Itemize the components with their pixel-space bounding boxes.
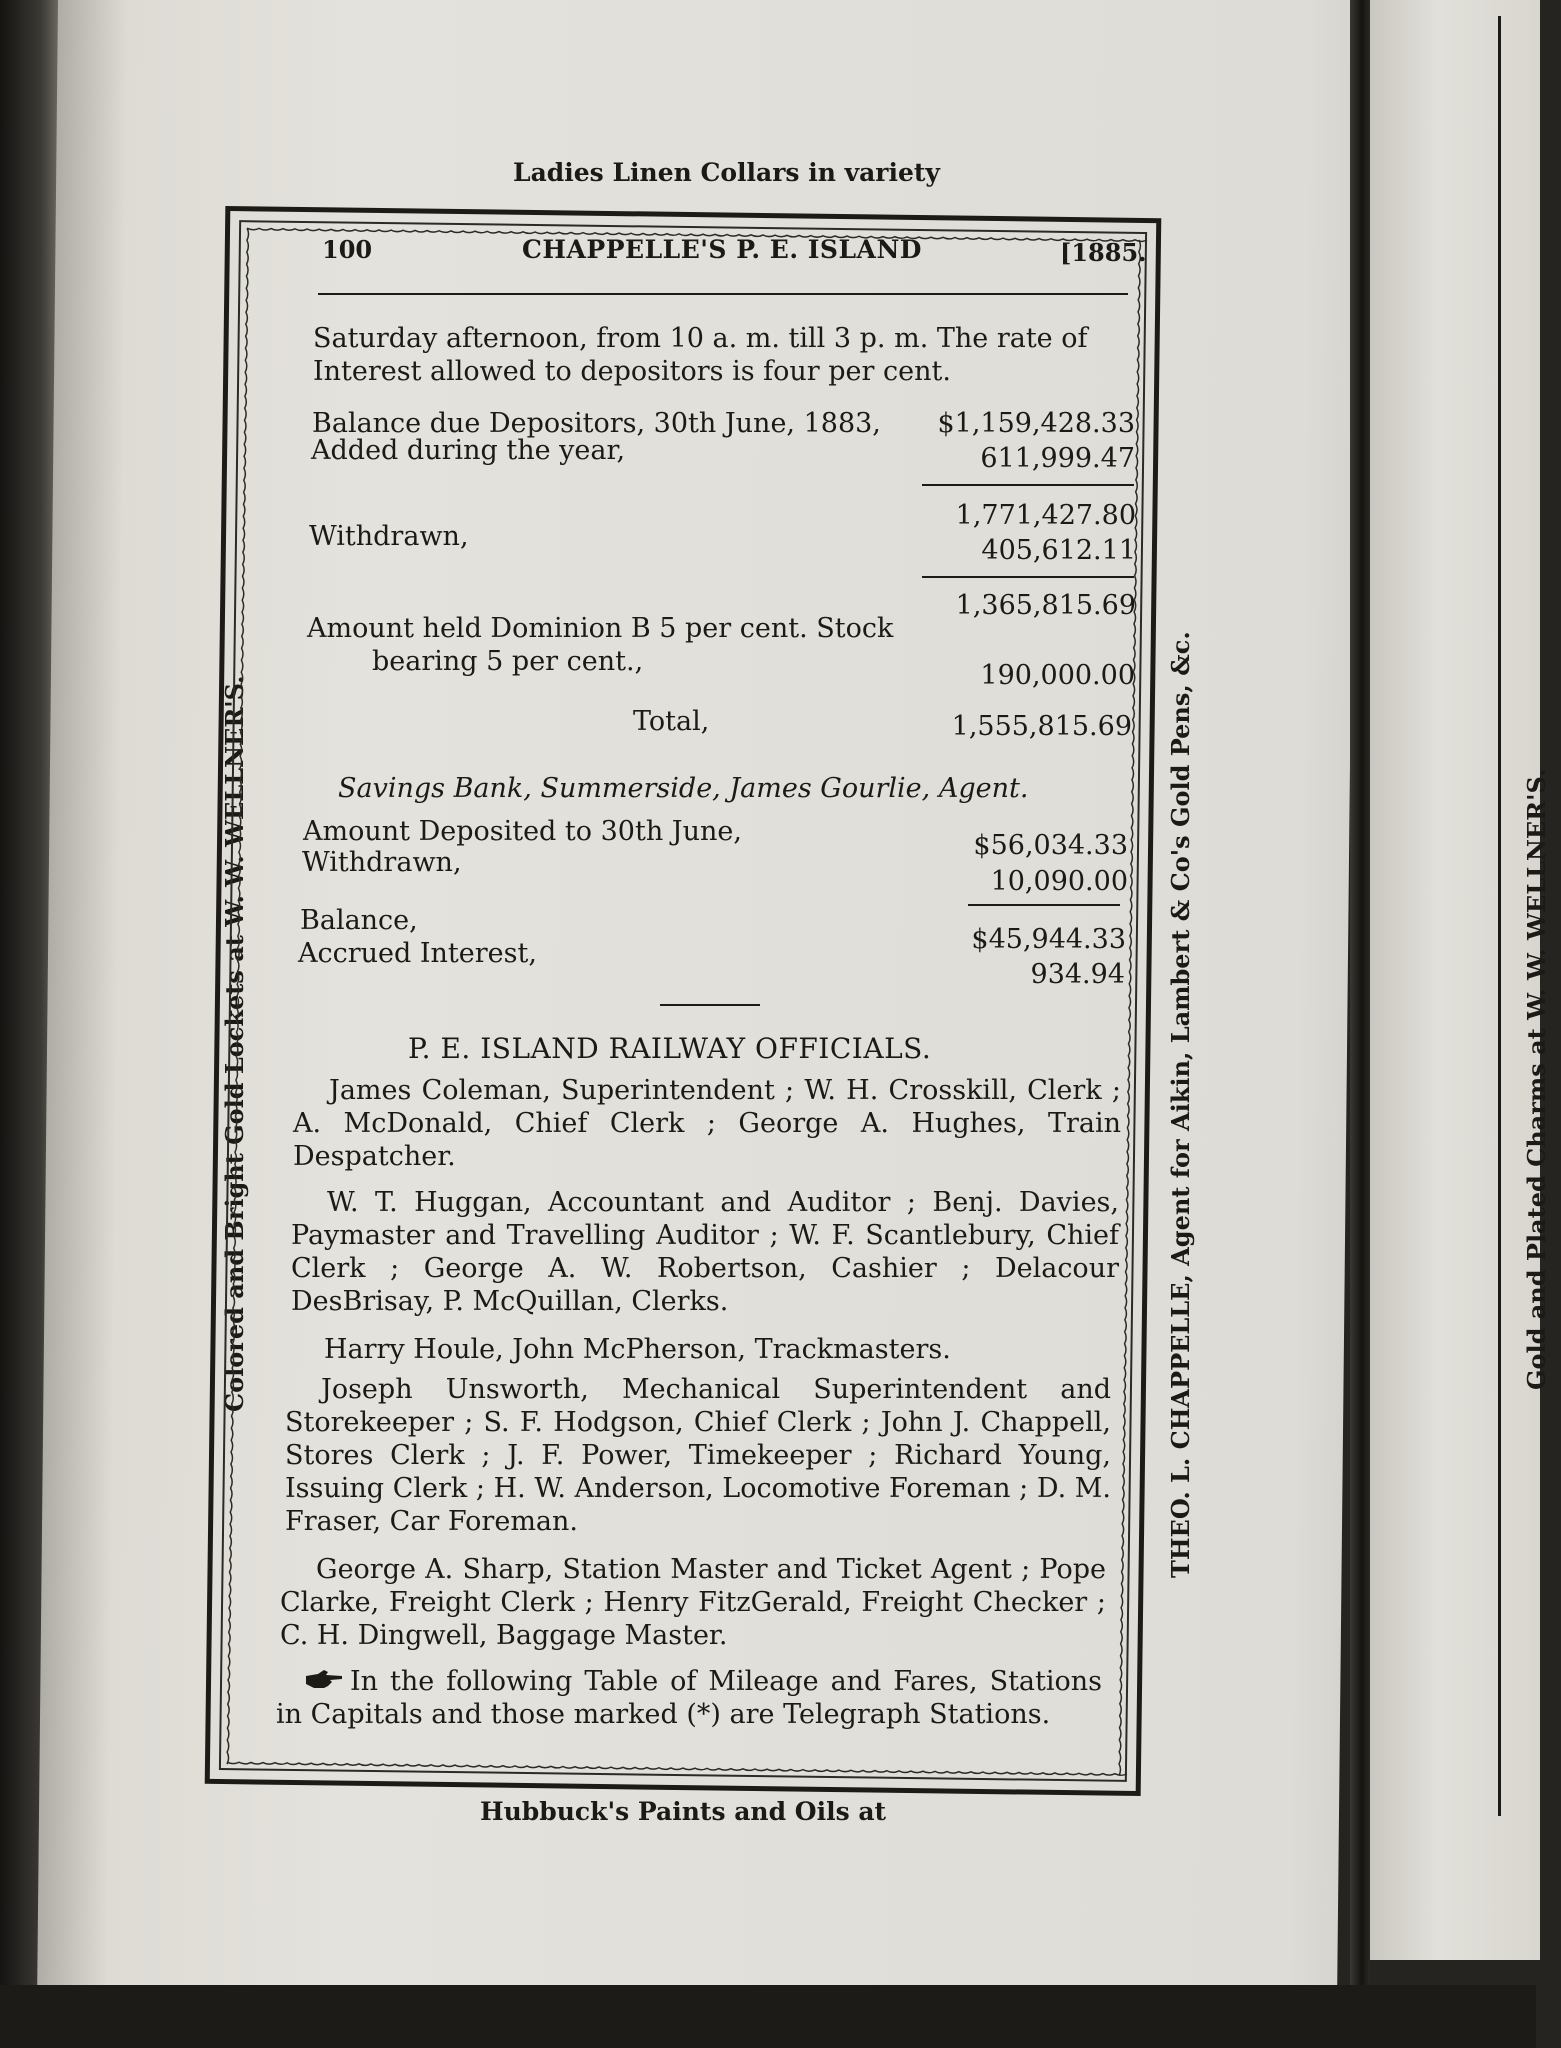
railway-note <box>276 1665 1102 1731</box>
dominion-label-1: Amount held Dominion B 5 per cent. Stock <box>307 613 894 644</box>
dominion-label-2: bearing 5 per cent., <box>372 646 644 677</box>
withdrawn-label: Withdrawn, <box>309 521 469 552</box>
subtotal-1: 1,771,427.80 <box>955 500 1136 531</box>
railway-paragraph-3: Harry Houle, John McPherson, Trackmasters. <box>324 1334 951 1365</box>
summerside-withdrawn-amount: 10,090.00 <box>990 866 1128 897</box>
railway-paragraph-4: Joseph Unsworth, Mechanical Superintendent and Storekeeper ; S. F. Hodgson, Chief Clerk ; John J. Chappell, Stores Clerk ; J. F. Power, Timekeeper ; Richard Young, Issuing Clerk ; H. W. Anderson, Locomotive Foreman ; D. M. Fraser, Car Foreman. <box>285 1374 1111 1537</box>
far-right-page-advertisement: Gold and Plated Charms at W. W. WELLNER'S. <box>1522 768 1551 1390</box>
withdrawn-amount: 405,612.11 <box>981 535 1136 566</box>
summerside-deposited-amount: $56,034.33 <box>973 830 1128 861</box>
summerside-deposited-label: Amount Deposited to 30th June, <box>303 816 742 847</box>
summerside-heading: Savings Bank, Summerside, James Gourlie, Agent. <box>338 773 1029 804</box>
page-number: 100 <box>322 235 373 264</box>
railway-paragraph-1: James Coleman, Superintendent ; W. H. Crosskill, Clerk ; A. McDonald, Chief Clerk ; George A. Hughes, Train Despatcher. <box>293 1075 1121 1172</box>
sum-rule-2 <box>922 576 1134 578</box>
summerside-balance-amount: $45,944.33 <box>971 924 1126 955</box>
balance-amount: $1,159,428.33 <box>937 408 1135 439</box>
dominion-amount: 190,000.00 <box>980 660 1135 691</box>
summerside-interest-label: Accrued Interest, <box>298 938 537 969</box>
intro-line-1: Saturday afternoon, from 10 a. m. till 3 p. m. The rate of <box>313 323 1088 354</box>
total-amount: 1,555,815.69 <box>951 711 1132 742</box>
right-side-advertisement: THEO. L. CHAPPELLE, Agent for Aikin, Lambert & Co's Gold Pens, &c. <box>1166 631 1195 1578</box>
bottom-advertisement: Hubbuck's Paints and Oils at <box>480 1797 887 1826</box>
railway-section-title: P. E. ISLAND RAILWAY OFFICIALS. <box>408 1032 932 1065</box>
balance-label: Balance due Depositors, 30th June, 1883, <box>312 408 881 439</box>
running-year: [1885. <box>1060 238 1147 267</box>
scan-bottom-border <box>0 1985 1536 2048</box>
railway-paragraph-2: W. T. Huggan, Accountant and Auditor ; Benj. Davies, Paymaster and Travelling Auditor ; W. F. Scantlebury, Chief Clerk ; George A. W. Robertson, Cashier ; Delacour DesBrisay, P. McQuillan, Clerks. <box>291 1187 1119 1317</box>
top-advertisement: Ladies Linen Collars in variety <box>513 158 940 187</box>
total-label: Total, <box>633 706 710 737</box>
page-gutter <box>1350 0 1370 2048</box>
railway-note-text: In the following Table of Mileage and Fares, Stations in Capitals and those marked (*) are Telegraph Stations. <box>276 1666 1102 1730</box>
summerside-interest-amount: 934.94 <box>1030 959 1125 990</box>
left-side-advertisement: Colored and Bright Gold Lockets at W. W. WELLNER'S. <box>220 675 249 1412</box>
section-divider <box>660 1004 760 1006</box>
railway-paragraph-5: George A. Sharp, Station Master and Ticket Agent ; Pope Clarke, Freight Clerk ; Henry FitzGerald, Freight Checker ; C. H. Dingwell, Baggage Master. <box>280 1554 1106 1651</box>
added-amount: 611,999.47 <box>980 443 1135 474</box>
subtotal-2: 1,365,815.69 <box>955 590 1136 621</box>
intro-line-2: Interest allowed to depositors is four per cent. <box>313 356 951 387</box>
sum-rule-3 <box>968 904 1120 906</box>
pointing-hand-icon <box>304 1668 344 1692</box>
added-label: Added during the year, <box>311 435 626 466</box>
summerside-withdrawn-label: Withdrawn, <box>302 847 462 878</box>
header-rule <box>318 293 1128 295</box>
summerside-balance-label: Balance, <box>300 905 418 936</box>
running-title: CHAPPELLE'S P. E. ISLAND <box>522 235 922 264</box>
sum-rule-1 <box>922 484 1134 486</box>
